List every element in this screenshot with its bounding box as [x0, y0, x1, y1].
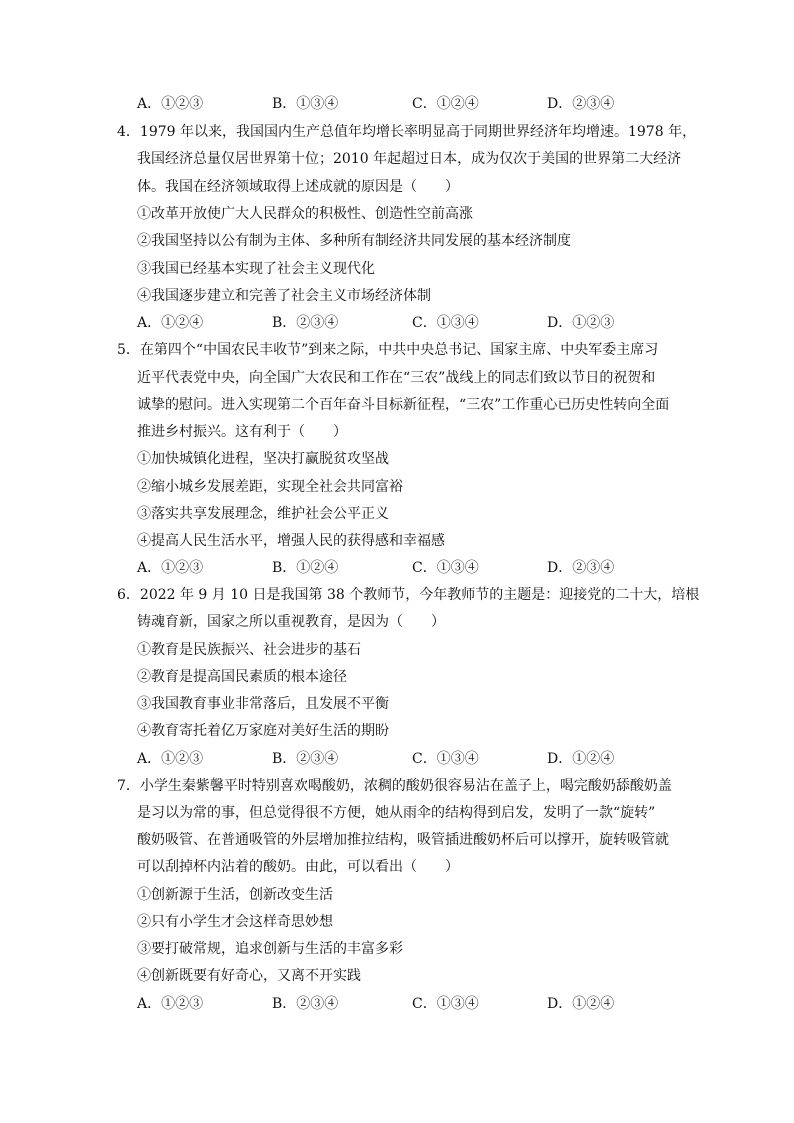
q7-choice-2: ②只有小学生才会这样奇思妙想 [137, 914, 333, 930]
q7-option-b[interactable]: B．②③④ [272, 996, 339, 1012]
q5-option-b[interactable]: B．①②④ [272, 560, 339, 576]
q5-options [137, 558, 677, 578]
q7-stem-line-2: 是习以为常的事，但总觉得很不方便，她从雨伞的结构得到启发，发明了一款“旋转” [137, 805, 656, 821]
q4-stem-line-2: 我国经济总量仅居世界第十位；2010 年起超过日本，成为仅次于美国的世界第二大经济 [137, 151, 682, 167]
q7-choice-3: ③要打破常规，追求创新与生活的丰富多彩 [137, 941, 403, 957]
q5-option-d[interactable]: D．②③④ [547, 560, 615, 576]
q3-options [137, 94, 677, 114]
q6-stem-line-1: 6．2022 年 9 月 10 日是我国第 38 个教师节，今年教师节的主题是：迎接党的二十大，培根 [117, 587, 700, 603]
q3-option-d[interactable]: D．②③④ [547, 96, 615, 112]
q7-choice-4: ④创新既要有好奇心，又离不开实践 [137, 968, 361, 984]
q6-choice-3: ③我国教育事业非常落后，且发展不平衡 [137, 696, 389, 712]
q4-stem-line-3: 体。我国在经济领域取得上述成就的原因是（ ） [137, 179, 459, 195]
q3-option-c[interactable]: C．①②④ [412, 96, 479, 112]
q4-choice-1: ①改革开放使广大人民群众的积极性、创造性空前高涨 [137, 206, 473, 222]
q6-choice-2: ②教育是提高国民素质的根本途径 [137, 669, 347, 685]
q7-choice-1: ①创新源于生活，创新改变生活 [137, 887, 333, 903]
q7-options [137, 994, 677, 1014]
q4-option-d[interactable]: D．①②③ [547, 315, 615, 331]
q6-option-d[interactable]: D．①②④ [547, 751, 615, 767]
q6-options [137, 749, 677, 769]
q3-option-b[interactable]: B．①③④ [272, 96, 339, 112]
q4-stem-line-1: 4．1979 年以来，我国国内生产总值年均增长率明显高于同期世界经济年均增速。1978 年， [117, 124, 697, 140]
q4-option-c[interactable]: C．①③④ [412, 315, 479, 331]
q5-choice-3: ③落实共享发展理念，维护社会公平正义 [137, 506, 389, 522]
q3-option-a[interactable]: A．①②③ [137, 96, 204, 112]
q6-stem-line-2: 铸魂育新，国家之所以重视教育，是因为（ ） [137, 614, 445, 630]
q6-option-b[interactable]: B．②③④ [272, 751, 339, 767]
q7-stem-line-4: 可以刮掉杯内沾着的酸奶。由此，可以看出（ ） [137, 859, 459, 875]
q6-choice-4: ④教育寄托着亿万家庭对美好生活的期盼 [137, 723, 389, 739]
q5-stem-line-1: 5．在第四个“中国农民丰收节”到来之际，中共中央总书记、国家主席、中央军委主席习 [117, 342, 659, 358]
q4-choice-2: ②我国坚持以公有制为主体、多种所有制经济共同发展的基本经济制度 [137, 233, 571, 249]
q6-option-a[interactable]: A．①②③ [137, 751, 204, 767]
q5-choice-4: ④提高人民生活水平，增强人民的获得感和幸福感 [137, 533, 445, 549]
q4-option-a[interactable]: A．①②④ [137, 315, 204, 331]
q7-stem-line-3: 酸奶吸管、在普通吸管的外层增加推拉结构，吸管插进酸奶杯后可以撑开，旋转吸管就 [137, 832, 669, 848]
q6-option-c[interactable]: C．①③④ [412, 751, 479, 767]
q5-stem-line-4: 推进乡村振兴。这有利于（ ） [137, 424, 347, 440]
q7-option-d[interactable]: D．①②④ [547, 996, 615, 1012]
q4-choice-3: ③我国已经基本实现了社会主义现代化 [137, 261, 375, 277]
q6-choice-1: ①教育是民族振兴、社会进步的基石 [137, 642, 361, 658]
q7-stem-line-1: 7．小学生秦紫馨平时特别喜欢喝酸奶，浓稠的酸奶很容易沾在盖子上，喝完酸奶舔酸奶盖 [117, 778, 672, 794]
q4-options [137, 313, 677, 333]
q5-option-a[interactable]: A．①②③ [137, 560, 204, 576]
q7-option-a[interactable]: A．①②③ [137, 996, 204, 1012]
q5-choice-1: ①加快城镇化进程，坚决打赢脱贫攻坚战 [137, 451, 389, 467]
q5-option-c[interactable]: C．①③④ [412, 560, 479, 576]
q4-option-b[interactable]: B．②③④ [272, 315, 339, 331]
q7-option-c[interactable]: C．①③④ [412, 996, 479, 1012]
q5-stem-line-2: 近平代表党中央，向全国广大农民和工作在“三农”战线上的同志们致以节日的祝贺和 [137, 370, 656, 386]
q5-choice-2: ②缩小城乡发展差距，实现全社会共同富裕 [137, 479, 403, 495]
q4-choice-4: ④我国逐步建立和完善了社会主义市场经济体制 [137, 288, 431, 304]
q5-stem-line-3: 诚挚的慰问。进入实现第二个百年奋斗目标新征程，“三农”工作重心已历史性转向全面 [137, 397, 670, 413]
